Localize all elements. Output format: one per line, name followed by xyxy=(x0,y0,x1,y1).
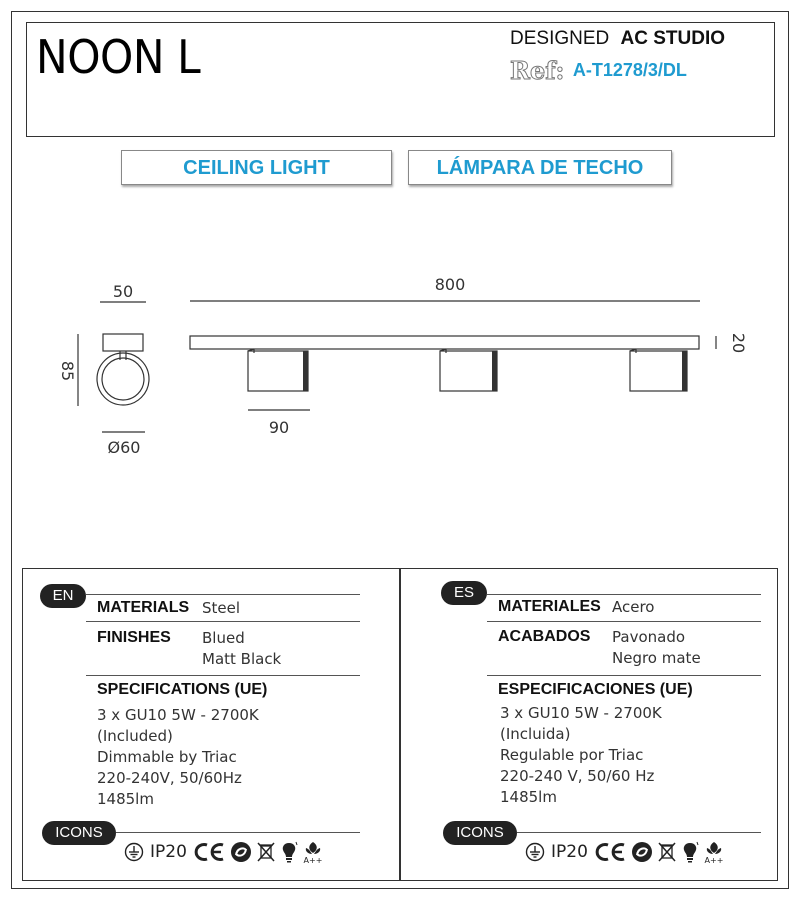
lang-badge-en: EN xyxy=(40,584,86,608)
materials-label-en: MATERIALS xyxy=(97,599,190,616)
divider xyxy=(116,832,360,833)
icons-row-es xyxy=(525,840,725,864)
icons-row-en xyxy=(124,840,324,864)
materials-value-es: Acero xyxy=(612,598,655,616)
side-view-base xyxy=(103,334,143,351)
materials-value-en: Steel xyxy=(202,599,241,617)
dim-side-width: 50 xyxy=(112,282,134,301)
finish-value-en-2: Matt Black xyxy=(202,650,282,668)
side-view-ring-outer xyxy=(97,353,149,405)
spot-head-3 xyxy=(630,351,687,391)
energy-class-a-plus-plus-icon xyxy=(302,840,324,864)
ce-mark-icon xyxy=(595,842,627,862)
divider xyxy=(517,832,761,833)
side-view-ring-inner xyxy=(102,358,144,400)
lang-badge-es: ES xyxy=(441,581,487,605)
finish-value-es-2: Negro mate xyxy=(612,649,701,667)
spec-line-en-5: 1485lm xyxy=(97,790,154,808)
dim-diameter: Ø60 xyxy=(107,438,141,457)
recycle-icon xyxy=(631,841,653,863)
spec-line-es-4: 220-240 V, 50/60 Hz xyxy=(500,767,655,785)
ip-rating-en: IP20 xyxy=(150,842,187,862)
svg-text:A++: A++ xyxy=(704,856,724,864)
ce-mark-icon xyxy=(194,842,226,862)
earth-ground-icon xyxy=(525,842,545,862)
dim-thickness: 20 xyxy=(729,332,748,354)
product-name: NOON L xyxy=(36,30,201,84)
earth-ground-icon xyxy=(124,842,144,862)
dim-head-width: 90 xyxy=(268,418,290,437)
ip-rating-es: IP20 xyxy=(551,842,588,862)
spec-line-es-3: Regulable por Triac xyxy=(500,746,644,764)
dimmable-bulb-icon xyxy=(280,841,298,863)
divider xyxy=(487,621,761,622)
spot-head-2 xyxy=(440,351,497,391)
spec-line-en-3: Dimmable by Triac xyxy=(97,748,237,766)
divider xyxy=(86,594,360,595)
spec-line-es-5: 1485lm xyxy=(500,788,557,806)
finish-value-en-1: Blued xyxy=(202,629,245,647)
spec-line-es-1: 3 x GU10 5W - 2700K xyxy=(500,704,662,722)
reference-line xyxy=(510,56,687,85)
front-view-bar xyxy=(190,336,699,349)
materials-label-es: MATERIALES xyxy=(498,598,601,615)
divider xyxy=(86,675,360,676)
finishes-label-en: FINISHES xyxy=(97,629,171,646)
finishes-label-es: ACABADOS xyxy=(498,628,591,645)
spec-line-en-2: (Included) xyxy=(97,727,173,745)
ref-label: Ref: xyxy=(510,56,565,85)
designer-line xyxy=(510,28,725,50)
designer-name: AC STUDIO xyxy=(620,28,726,49)
svg-text:A++: A++ xyxy=(303,856,323,864)
spot-head-1 xyxy=(248,351,308,391)
dim-length: 800 xyxy=(434,275,466,294)
energy-class-a-plus-plus-icon xyxy=(703,840,725,864)
specifications-label-en: SPECIFICATIONS (UE) xyxy=(97,681,268,698)
divider xyxy=(86,621,360,622)
spec-line-en-1: 3 x GU10 5W - 2700K xyxy=(97,706,259,724)
icons-badge-en: ICONS xyxy=(42,821,116,845)
specifications-label-es: ESPECIFICACIONES (UE) xyxy=(498,681,693,698)
crossed-bin-icon xyxy=(657,841,677,863)
icons-badge-es: ICONS xyxy=(443,821,517,845)
spec-line-en-4: 220-240V, 50/60Hz xyxy=(97,769,242,787)
recycle-icon xyxy=(230,841,252,863)
crossed-bin-icon xyxy=(256,841,276,863)
designed-label: DESIGNED xyxy=(510,28,610,49)
divider xyxy=(487,675,761,676)
category-en: CEILING LIGHT xyxy=(121,150,392,185)
dim-height: 85 xyxy=(58,360,77,382)
category-es: LÁMPARA DE TECHO xyxy=(408,150,672,185)
finish-value-es-1: Pavonado xyxy=(612,628,686,646)
ref-code: A-T1278/3/DL xyxy=(572,60,687,80)
dimmable-bulb-icon xyxy=(681,841,699,863)
technical-drawing xyxy=(0,260,800,470)
spec-line-es-2: (Incluida) xyxy=(500,725,571,743)
divider xyxy=(487,594,761,595)
